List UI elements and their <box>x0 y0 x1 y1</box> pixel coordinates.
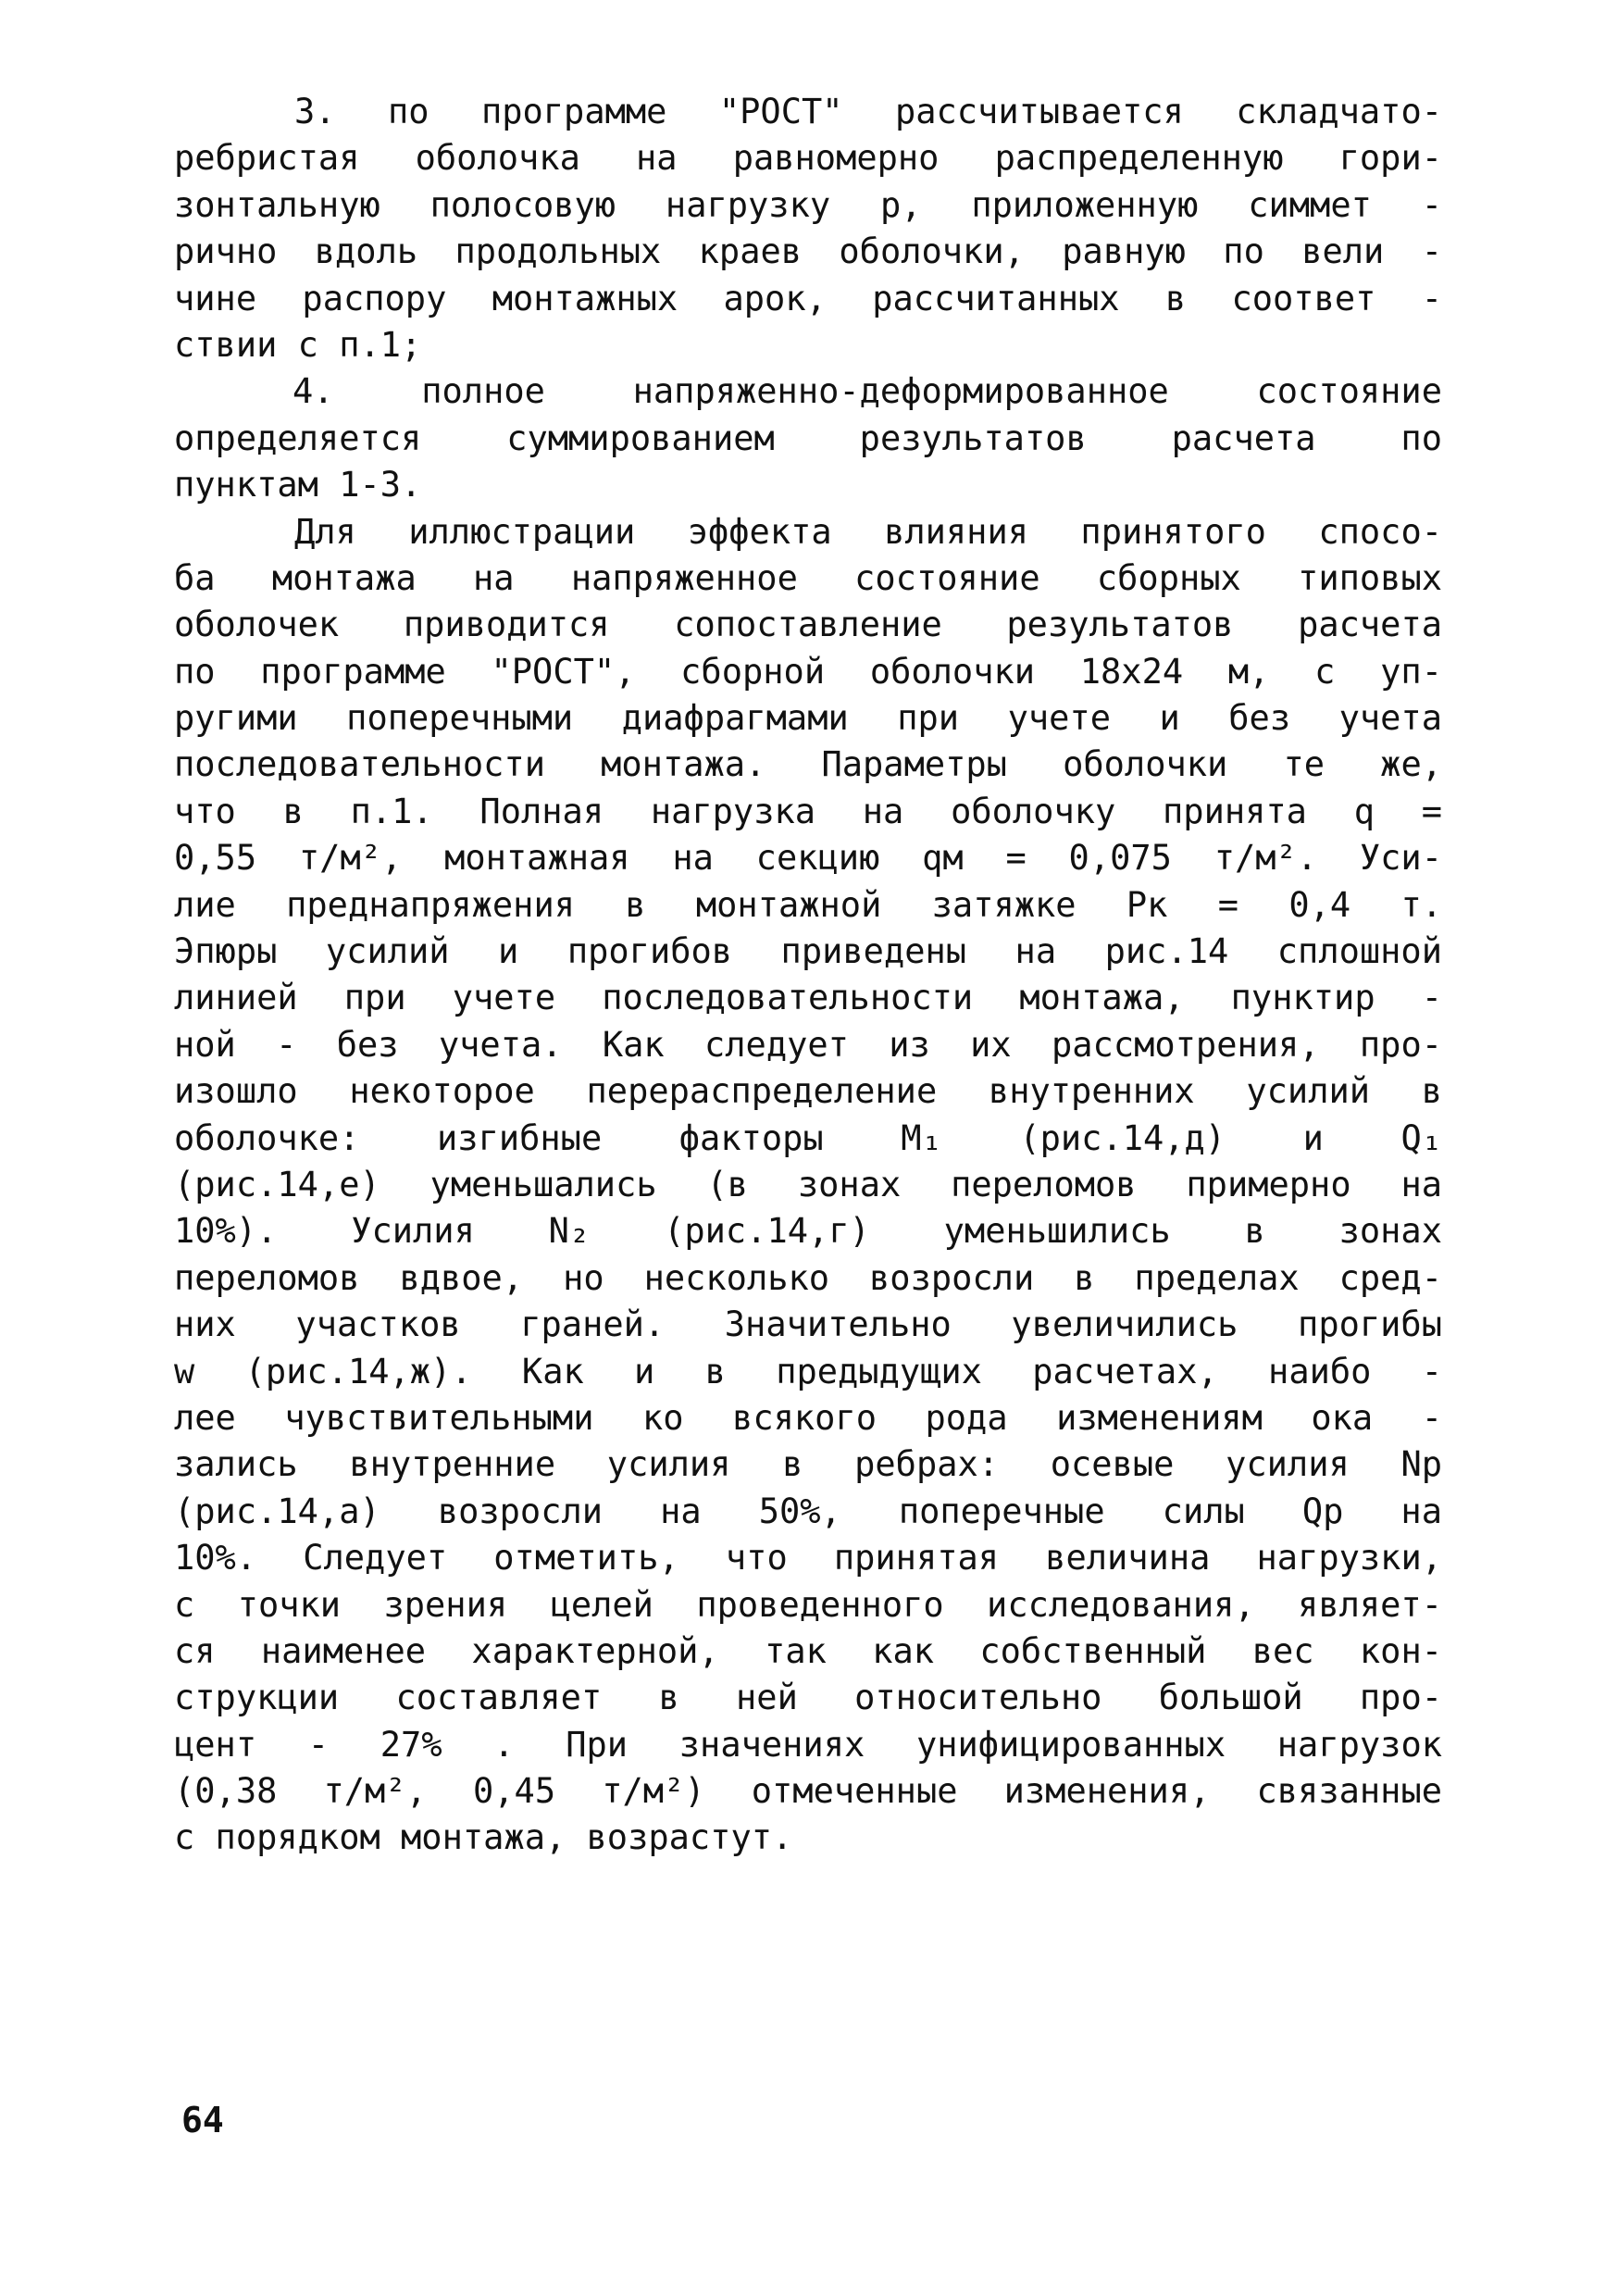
text-line: струкции составляет в ней относительно большой про- <box>174 1678 1442 1718</box>
text-line: лие преднапряжения в монтажной затяжке Рк = 0,4 т. <box>174 884 1442 925</box>
text-line: ругими поперечными диафрагмами при учете и без учета <box>174 698 1442 739</box>
text-line: последовательности монтажа. Параметры оболочки те же, <box>174 744 1442 785</box>
text-line: ся наименее характерной, так как собственный вес кон- <box>174 1630 1442 1671</box>
text-line: изошло некоторое перераспределение внутренних усилий в <box>174 1071 1442 1112</box>
text-line: ба монтажа на напряженное состояние сборных типовых <box>174 557 1442 598</box>
text-line: что в п.1. Полная нагрузка на оболочку принята q = <box>174 791 1442 831</box>
text-line: оболочке: изгибные факторы М₁ (рис.14,д) и Q₁ <box>174 1117 1442 1158</box>
text-line: лее чувствительными ко всякого рода изменениям ока - <box>174 1397 1442 1438</box>
text-line: по программе "РОСТ", сборной оболочки 18х24 м, с уп- <box>174 651 1442 692</box>
text-line: ной - без учета. Как следует из их рассмотрения, про- <box>174 1024 1442 1065</box>
text-line: определяется суммированием результатов расчета по <box>174 418 1442 458</box>
text-line: зонтальную полосовую нагрузку р, приложенную симмет - <box>174 184 1442 225</box>
text-line: (0,38 т/м², 0,45 т/м²) отмеченные изменения, связанные <box>174 1771 1442 1812</box>
text-line: 3. по программе "РОСТ" рассчитывается складчато- <box>294 92 1442 131</box>
text-line: 10%. Следует отметить, что принятая величина нагрузки, <box>174 1538 1442 1578</box>
text-line: зались внутренние усилия в ребрах: осевые усилия Nр <box>174 1444 1442 1485</box>
text-line: с точки зрения целей проведенного исследования, являет- <box>174 1584 1442 1625</box>
text-line: пунктам 1-3. <box>174 465 422 505</box>
page-number: 64 <box>181 2100 224 2140</box>
body-text <box>174 89 1442 1862</box>
text-line: 10%). Усилия N₂ (рис.14,г) уменьшились в зонах <box>174 1211 1442 1252</box>
text-line: ребристая оболочка на равномерно распределенную гори- <box>174 138 1442 179</box>
text-line: ствии с п.1; <box>174 324 422 365</box>
text-line: (рис.14,а) возросли на 50%, поперечные силы Qр на <box>174 1491 1442 1531</box>
text-line: Для иллюстрации эффекта влияния принятого спосо- <box>294 511 1442 552</box>
text-line: рично вдоль продольных краев оболочки, равную по вели - <box>174 231 1442 272</box>
text-line: с порядком монтажа, возрастут. <box>174 1817 793 1858</box>
text-line: Эпюры усилий и прогибов приведены на рис.14 сплошной <box>174 931 1442 972</box>
text-line: них участков граней. Значительно увеличились прогибы <box>174 1304 1442 1345</box>
text-line: чине распору монтажных арок, рассчитанных в соответ - <box>174 278 1442 318</box>
text-line: 4. полное напряженно-деформированное состояние <box>292 371 1442 412</box>
text-line: w (рис.14,ж). Как и в предыдущих расчетах, наибо - <box>174 1351 1442 1391</box>
text-line: цент - 27% . При значениях унифицированных нагрузок <box>174 1724 1442 1765</box>
text-line: оболочек приводится сопоставление результатов расчета <box>174 605 1442 645</box>
text-line: линией при учете последовательности монтажа, пунктир - <box>174 978 1442 1018</box>
text-line: переломов вдвое, но несколько возросли в пределах сред- <box>174 1257 1442 1298</box>
text-line: 0,55 т/м², монтажная на секцию qм = 0,075 т/м². Уси- <box>174 838 1442 879</box>
text-line: (рис.14,е) уменьшались (в зонах переломов примерно на <box>174 1164 1442 1204</box>
